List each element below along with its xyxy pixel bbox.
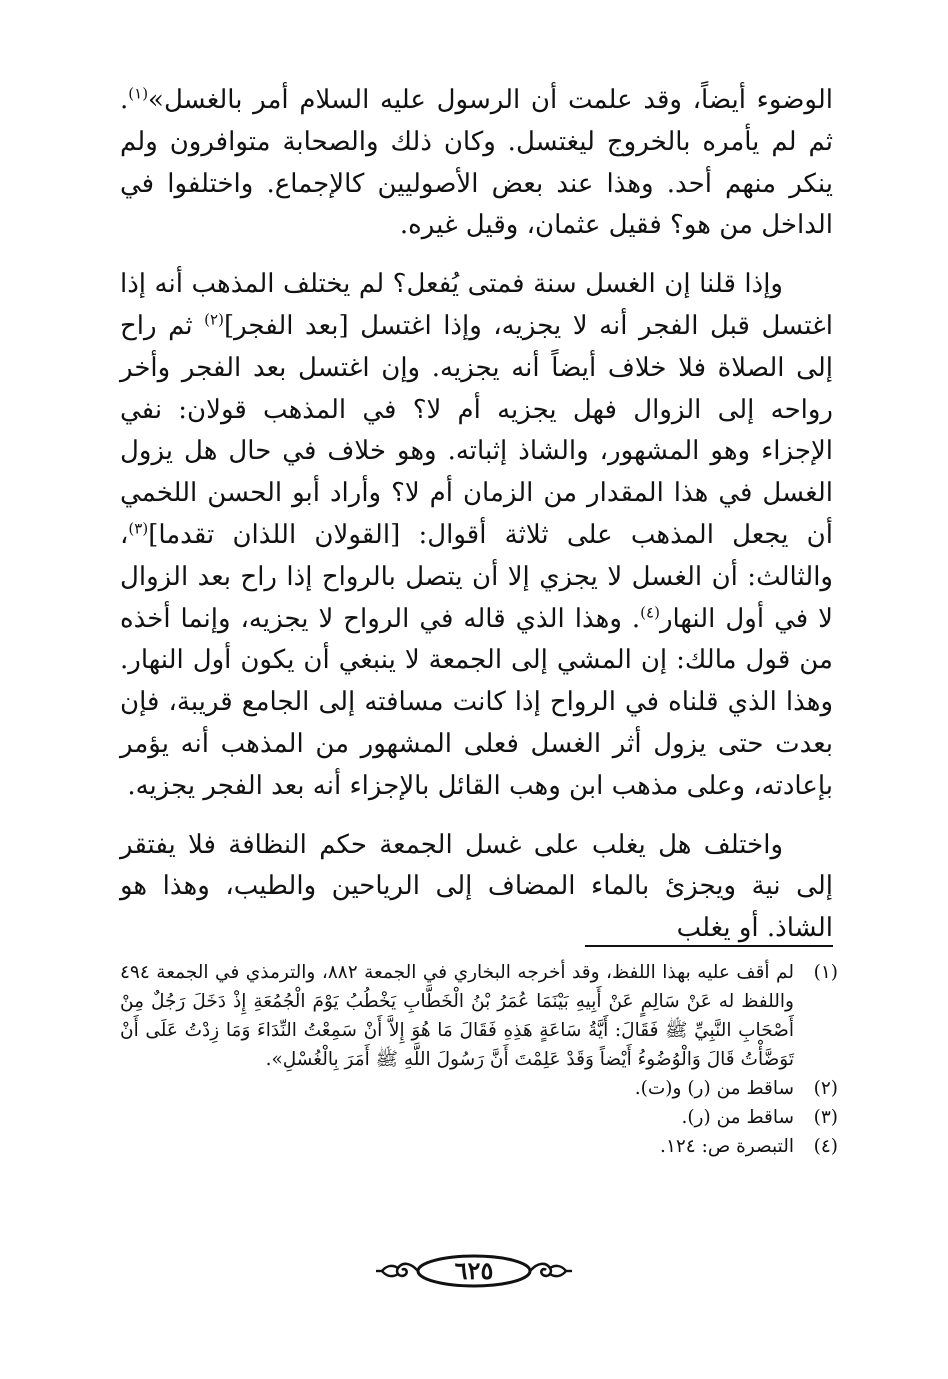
footnote-item [120,1132,838,1161]
footnote-number: (٤) [813,1136,838,1157]
paragraph-text: ثم راح إلى الصلاة فلا خلاف أيضاً أنه يجزيه. وإن اغتسل بعد الفجر وأخر رواحه إلى الزوال فهل يجزيه أم لا؟ في المذهب قولان: نفي الإجزاء وهو المشهور، والشاذ إثباته. وهو خلاف في حال هل يزول الغسل في هذا المقدار من الزمان أم لا؟ وأراد أبو الحسن اللخمي أن يجعل المذهب على ثلاثة أقوال: [القولان اللذان تقدما] [120,310,833,550]
footnote-text: ساقط من (ر). [681,1107,794,1128]
footnote-marker: (٣) [128,519,149,538]
footnote-number: (١) [813,962,838,983]
paragraph-text: ، والثالث: أن الغسل لا يجزي إلا أن يتصل بالرواح إذا راح بعد الزوال لا في أول النهار [120,519,833,634]
footnote-text: ساقط من (ر) و(ت). [634,1078,794,1099]
footnote-number: (٢) [813,1078,838,1099]
footnote-item [120,958,838,1074]
page-number-ornament [374,1250,574,1294]
footnote-text: التبصرة ص: ١٢٤. [660,1136,794,1157]
paragraph [120,825,833,950]
footnote-marker: (٢) [204,310,224,329]
footnote-text: لم أقف عليه بهذا اللفظ، وقد أخرجه البخاري في الجمعة ٨٨٢، والترمذي في الجمعة ٤٩٤ واللفظ له عَنْ سَالِمٍ عَنْ أَبِيهِ بَيْنَمَا عُمَرُ بْنُ الْخَطَّابِ يَخْطُبُ يَوْمَ الْجُمُعَةِ إِذْ دَخَلَ رَجُلٌ مِنْ أَصْحَابِ النَّبِيِّ ﷺ فَقَالَ: أَيَّةُ سَاعَةٍ هَذِهِ فَقَالَ مَا هُوَ إِلاَّ أَنْ سَمِعْتُ النِّدَاءَ وَمَا زِدْتُ عَلَى أَنْ تَوَضَّأْتُ قَالَ وَالْوُضُوءُ أَيْضاً وَقَدْ عَلِمْتَ أَنَّ رَسُولَ اللَّهِ ﷺ أَمَرَ بِالْغُسْلِ». [120,962,794,1070]
footnote-item [120,1074,838,1103]
paragraph-text: واختلف هل يغلب على غسل الجمعة حكم النظافة فلا يفتقر إلى نية ويجزئ بالماء المضاف إلى الرياحين والطيب، وهذا هو الشاذ. أو يغلب [120,829,833,944]
paragraph-text: . وهذا الذي قاله في الرواح لا يجزيه، وإنما أخذه من قول مالك: إن المشي إلى الجمعة لا ينبغي أن يكون أول النهار. وهذا الذي قلناه في الرواح إذا كانت مسافته إلى الجامع قريبة، فإن بعدت حتى يزول أثر الغسل فعلى المشهور من المذهب أنه يؤمر بإعادته، وعلى مذهب ابن وهب القائل بالإجزاء أنه بعد الفجر يجزيه. [120,603,833,801]
footnote-marker: (٤) [640,602,660,621]
footnote-marker: (١) [128,84,149,103]
footnote-number: (٣) [813,1107,838,1128]
paragraph-text: . ثم لم يأمره بالخروج ليغتسل. وكان ذلك والصحابة متوافرون ولم ينكر منهم أحد. وهذا عند بعض الأصوليين كالإجماع. واختلفوا في الداخل من هو؟ فقيل عثمان، وقيل غيره. [120,85,833,241]
page-number: ٦٢٥ [454,1256,494,1285]
paragraph [120,264,833,807]
paragraph-text: الوضوء أيضاً، وقد علمت أن الرسول عليه السلام أمر بالغسل» [148,85,833,115]
footnotes [120,958,838,1161]
footnote-separator [585,945,833,947]
paragraph-text: وإذا قلنا إن الغسل سنة فمتى يُفعل؟ لم يختلف المذهب أنه إذا اغتسل قبل الفجر أنه لا يجزيه، وإذا اغتسل [بعد الفجر] [120,269,833,341]
main-text [120,80,833,950]
paragraph [120,80,833,247]
footnote-item [120,1103,838,1132]
